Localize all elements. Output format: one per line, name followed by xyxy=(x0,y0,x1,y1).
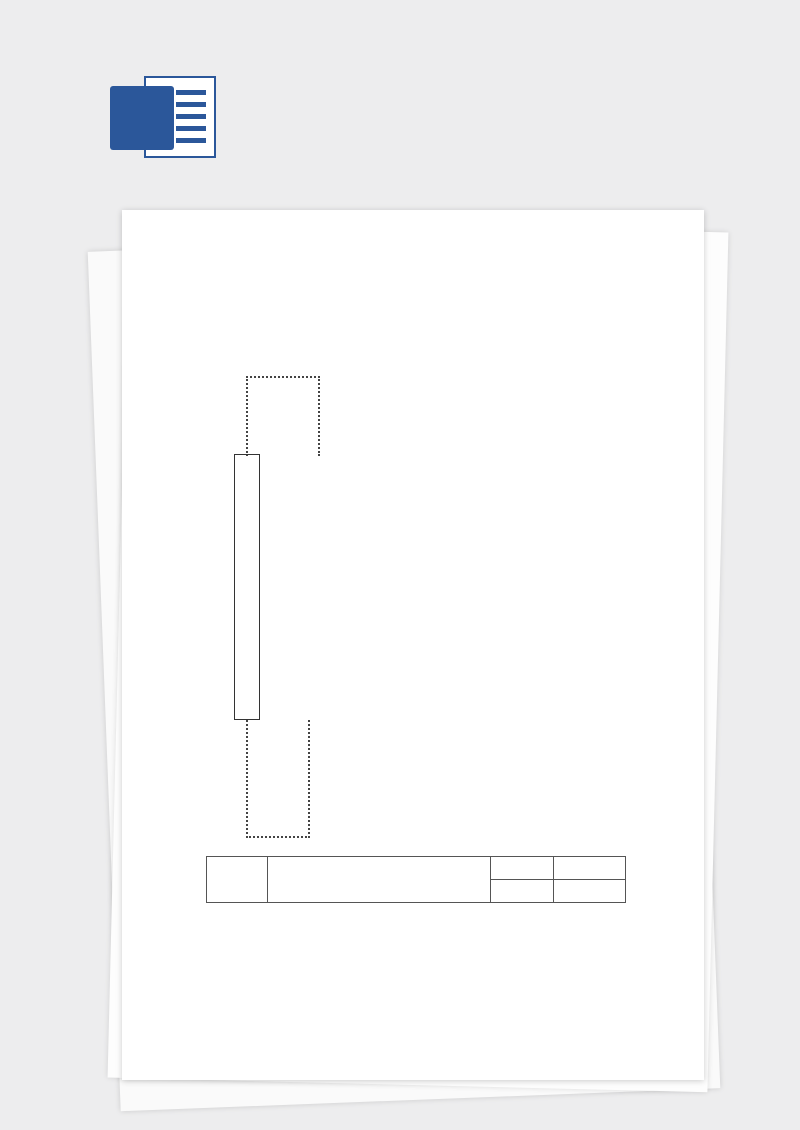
section-heading xyxy=(210,322,256,338)
name-value-cell xyxy=(268,857,491,903)
dept-label-cell-2 xyxy=(491,880,554,903)
dotted-connector-top xyxy=(246,376,320,456)
word-letter-badge xyxy=(110,86,174,150)
document-page xyxy=(122,210,704,1080)
dotted-connector-bottom xyxy=(246,720,310,838)
subsection-heading xyxy=(210,348,262,362)
info-table xyxy=(206,856,626,903)
banner xyxy=(0,0,800,210)
dept-value-cell-2 xyxy=(554,880,626,903)
name-label-cell xyxy=(207,857,268,903)
dept-label-cell-1 xyxy=(491,857,554,880)
side-label-box xyxy=(234,454,260,720)
dept-value-cell-1 xyxy=(554,857,626,880)
word-icon xyxy=(110,76,218,158)
